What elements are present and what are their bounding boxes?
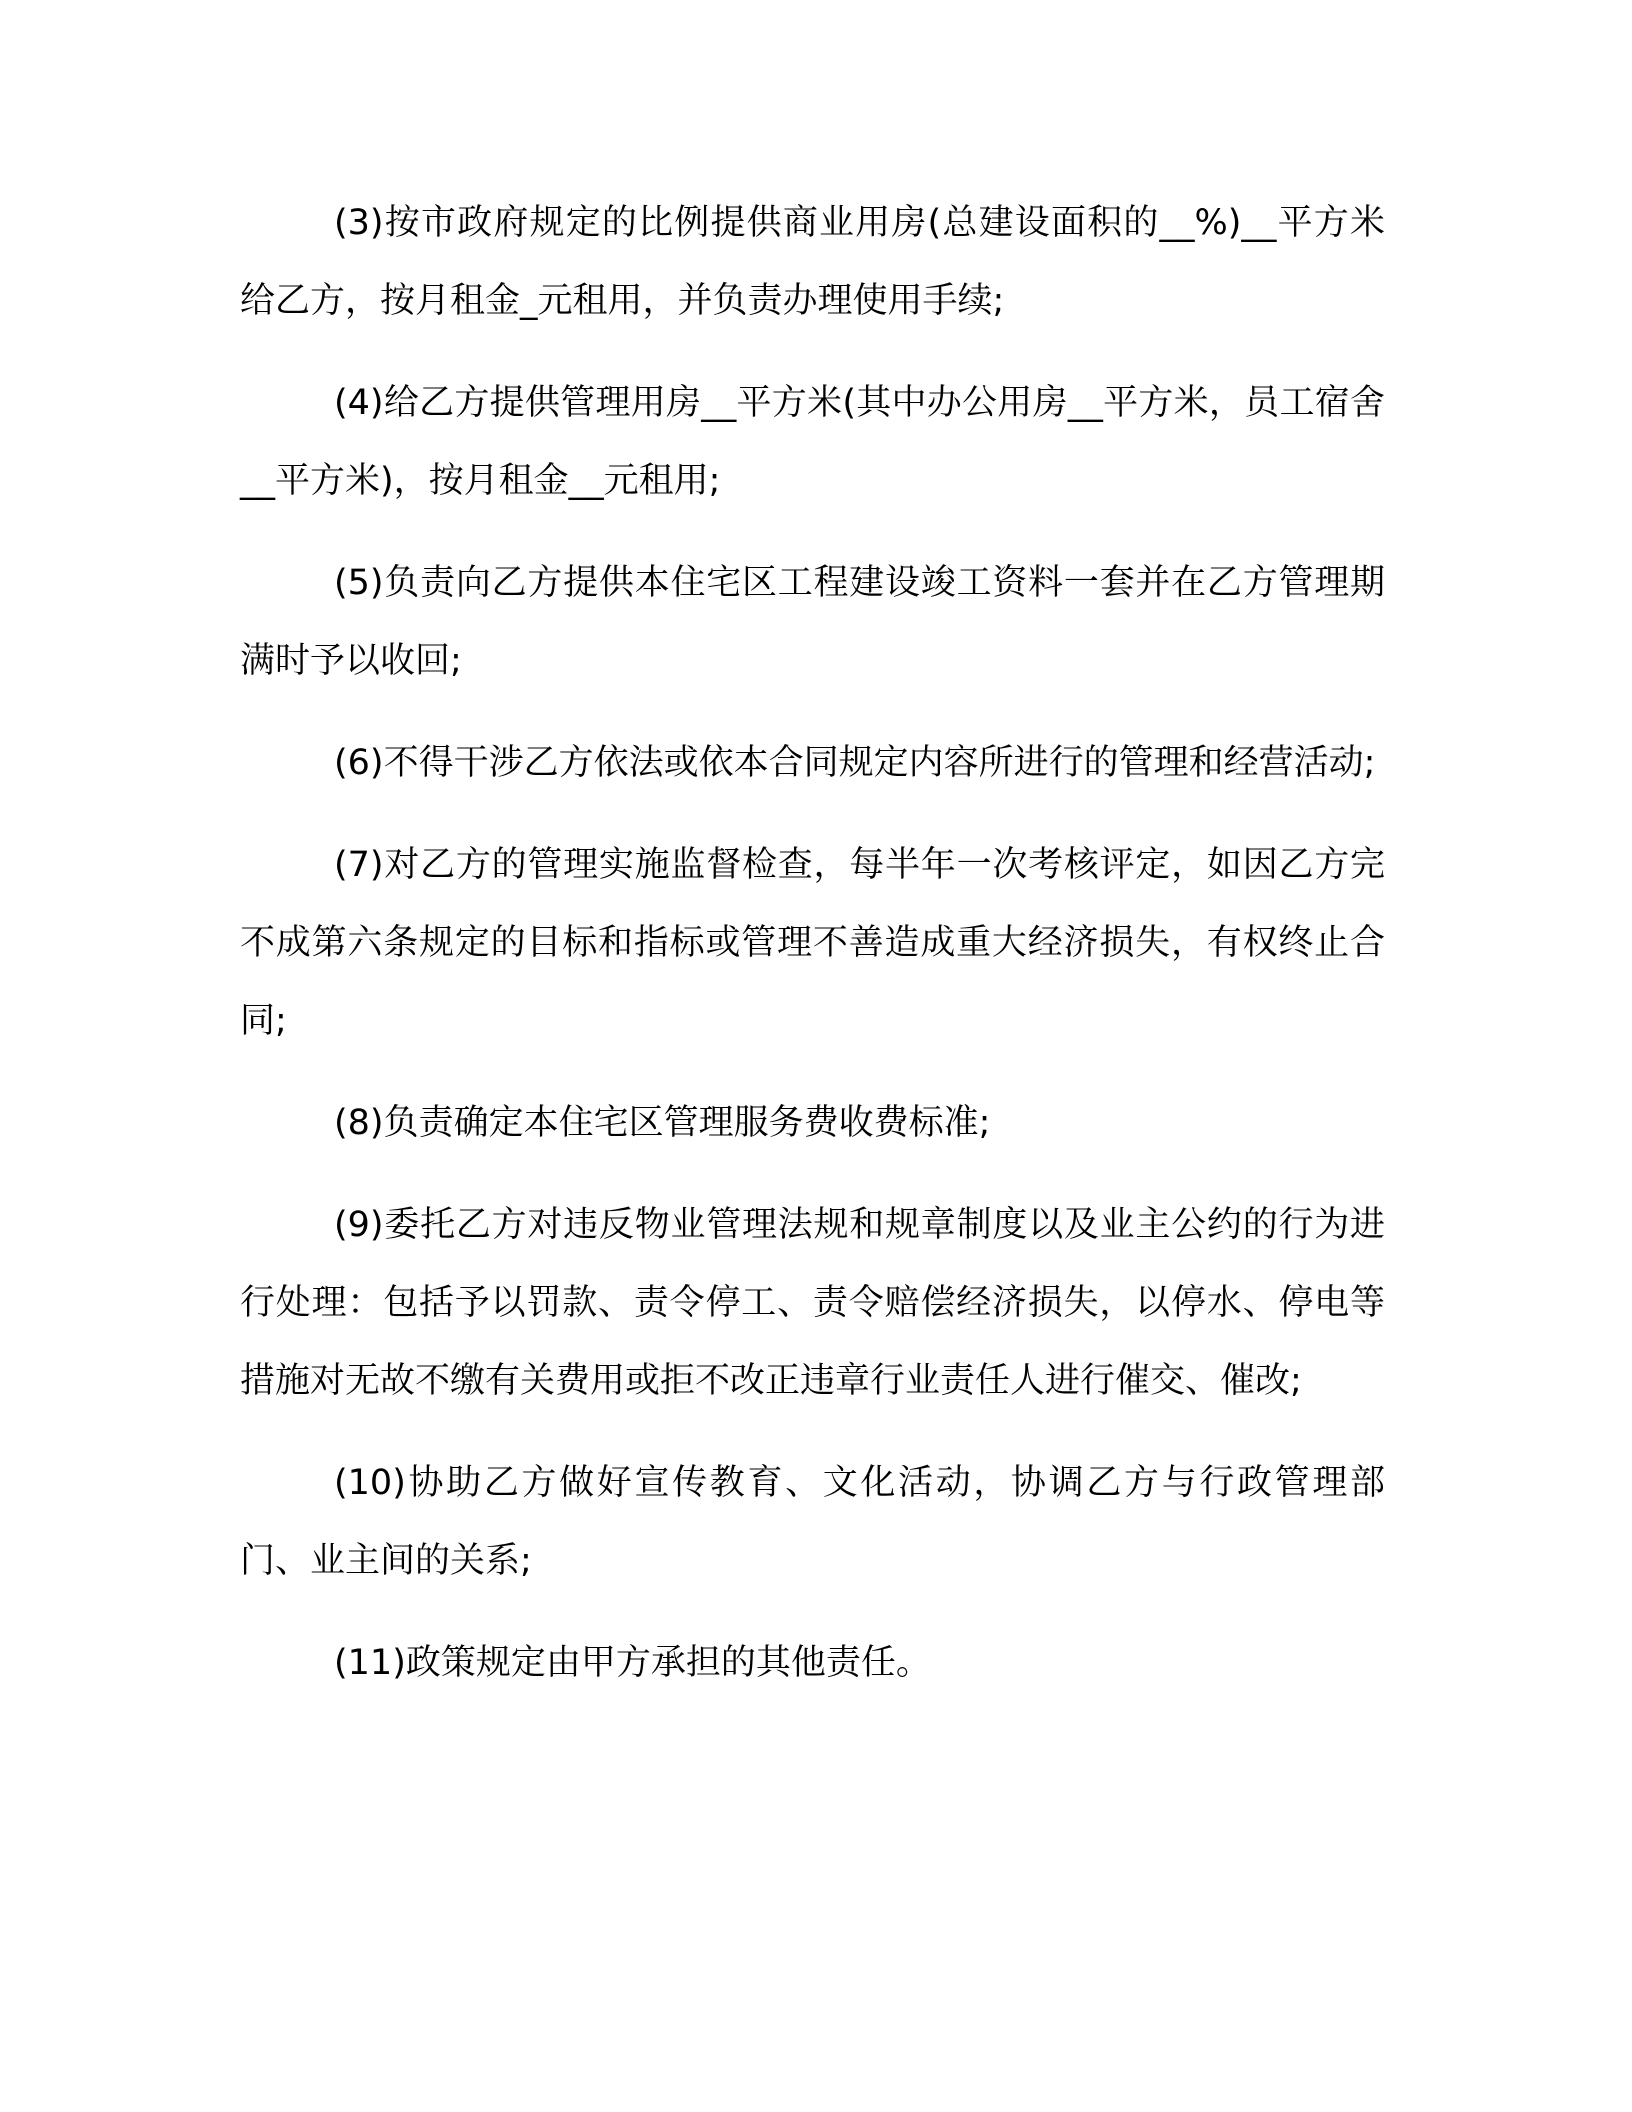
clause-6: (6)不得干涉乙方依法或依本合同规定内容所进行的管理和经营活动; xyxy=(334,743,1376,783)
clause-8: (8)负责确定本住宅区管理服务费收费标准; xyxy=(334,1103,991,1143)
clause-10: (10)协助乙方做好宣传教育、文化活动，协调乙方与行政管理部门、业主间的关系; xyxy=(240,1463,1385,1581)
clause-9: (9)委托乙方对违反物业管理法规和规章制度以及业主公约的行为进行处理：包括予以罚款、责令停工、责令赔偿经济损失，以停水、停电等措施对无故不缴有关费用或拒不改正违章行业责任人进行催交、催改; xyxy=(240,1205,1385,1401)
clause-5: (5)负责向乙方提供本住宅区工程建设竣工资料一套并在乙方管理期满时予以收回; xyxy=(240,563,1385,681)
clause-11: (11)政策规定由甲方承担的其他责任。 xyxy=(334,1643,931,1683)
document-body xyxy=(240,184,1385,1702)
clause-4: (4)给乙方提供管理用房__平方米(其中办公用房__平方米，员工宿舍__平方米)，按月租金__元租用; xyxy=(240,383,1385,501)
clause-7: (7)对乙方的管理实施监督检查，每半年一次考核评定，如因乙方完不成第六条规定的目标和指标或管理不善造成重大经济损失，有权终止合同; xyxy=(240,845,1385,1041)
clause-3: (3)按市政府规定的比例提供商业用房(总建设面积的__%)__平方米给乙方，按月租金_元租用，并负责办理使用手续; xyxy=(240,203,1385,321)
